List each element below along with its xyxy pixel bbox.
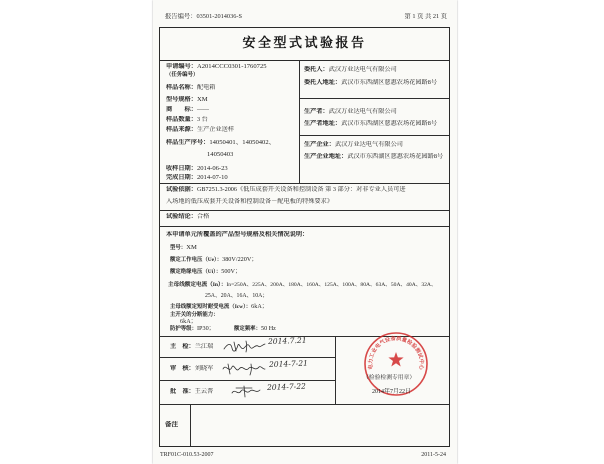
trademark-label: 商 标： bbox=[166, 106, 197, 113]
protection-label: 防护等级： bbox=[170, 326, 197, 332]
report-title: 安全型式试验报告 bbox=[242, 36, 367, 51]
completed-row bbox=[166, 174, 228, 182]
insulation-voltage-label: 额定绝缘电压（Ui）： bbox=[170, 269, 222, 275]
model-row bbox=[166, 96, 208, 104]
approver-signature bbox=[230, 384, 262, 400]
reviewer-row bbox=[170, 365, 213, 373]
divider-conclusion bbox=[159, 226, 449, 227]
test-basis-text: GB7251.3-2006《低压成套开关设备和控制设备 第 3 部分：对非专业人员可进 bbox=[196, 186, 406, 193]
inspector-date: 2014.7.21 bbox=[267, 335, 307, 346]
short-time-current: 6kA； bbox=[251, 303, 268, 310]
conclusion-value: 合格 bbox=[196, 213, 210, 220]
manufacturer-value: 武汉万业达电气有限公司 bbox=[334, 141, 403, 148]
description-model-row bbox=[170, 244, 197, 252]
conclusion-row bbox=[166, 213, 209, 221]
manufacturer-label: 生产企业： bbox=[304, 141, 335, 148]
test-basis-text-continued: 入场地的低压成套开关设备和控制设备－配电板的特殊要求》 bbox=[166, 198, 334, 205]
model-label: 型号规格： bbox=[166, 96, 197, 103]
busbar-current-continued: 25A、20A、16A、10A； bbox=[205, 293, 269, 299]
received-date: 2014-06-23 bbox=[196, 165, 228, 172]
serial-row bbox=[166, 139, 275, 147]
remarks-label: 备注 bbox=[165, 421, 178, 428]
received-label: 收样日期： bbox=[166, 165, 197, 172]
received-row bbox=[166, 165, 228, 173]
source-label: 样品来源： bbox=[166, 126, 197, 133]
quantity-value: 3 台 bbox=[196, 116, 208, 123]
client-address: 武汉市东西湖区慈惠农场花园路8号 bbox=[341, 79, 438, 86]
divider-info bbox=[159, 183, 449, 184]
busbar-current-row bbox=[168, 281, 437, 289]
page-info: 第 1 页 共 21 页 bbox=[404, 13, 447, 20]
sample-name: 配电箱 bbox=[196, 84, 216, 91]
rated-voltage: 380V/220V； bbox=[222, 256, 258, 263]
client-label: 委托人： bbox=[304, 66, 329, 73]
approver-date: 2014-7-22 bbox=[266, 381, 307, 392]
manufacturer-address-row bbox=[304, 153, 443, 161]
short-time-current-label: 主母线额定短时耐受电流（Icw）： bbox=[170, 304, 252, 310]
model-value: XM bbox=[196, 96, 208, 103]
client-address-row bbox=[304, 79, 437, 87]
breaking-capacity-label: 主开关的分断能力： bbox=[170, 312, 219, 318]
insulation-voltage: 500V； bbox=[221, 268, 242, 275]
producer-divider bbox=[299, 135, 449, 136]
busbar-current: In=250A、225A、200A、180A、160A、125A、100A、80A、63A、50A、40A、32A、 bbox=[226, 282, 437, 288]
remarks-divider bbox=[190, 404, 191, 446]
trademark-value: —— bbox=[196, 106, 210, 113]
divider-basis bbox=[159, 210, 449, 211]
reviewer-role: 审 核： bbox=[170, 365, 195, 372]
approver-row bbox=[170, 388, 213, 396]
frequency-row bbox=[234, 325, 276, 333]
producer-value: 武汉万业达电气有限公司 bbox=[328, 108, 397, 115]
inspector-signature bbox=[222, 339, 267, 355]
task-number-label: （任务编号） bbox=[166, 72, 199, 78]
reviewer-name: 刘晓军 bbox=[194, 365, 214, 372]
form-version-date: 2011-5-24 bbox=[421, 452, 446, 458]
application-number-row bbox=[166, 63, 267, 71]
info-column-divider bbox=[299, 60, 300, 183]
seal-date: 2014年7月22日 bbox=[372, 389, 412, 395]
title-box bbox=[159, 27, 450, 61]
client-divider bbox=[299, 98, 449, 99]
description-intro: 本申请单元所覆盖的产品型号规格及相关情况说明： bbox=[166, 231, 309, 238]
form-number: TRF01C-010.53-2007 bbox=[160, 452, 214, 458]
serial-value: 14050401、14050402、 bbox=[209, 139, 276, 146]
application-number: A2014CCC0301-1760725 bbox=[196, 63, 267, 70]
breaking-capacity: 6kA； bbox=[180, 318, 197, 325]
signature-row-divider bbox=[159, 380, 335, 381]
seal-purpose: （检验检测专用章） bbox=[363, 375, 416, 381]
test-basis-label: 试验依据： bbox=[166, 186, 197, 193]
trademark-row bbox=[166, 106, 209, 114]
manufacturer-address-label: 生产企业地址： bbox=[304, 153, 348, 160]
signature-column-divider bbox=[335, 336, 336, 404]
test-basis-row bbox=[166, 186, 406, 194]
approver-role: 批 准： bbox=[170, 388, 195, 395]
completed-label: 完成日期： bbox=[166, 174, 197, 181]
manufacturer-row bbox=[304, 141, 403, 149]
frequency-value: 50 Hz bbox=[260, 325, 276, 332]
reviewer-date: 2014-7-21 bbox=[268, 358, 309, 369]
divider-signatures bbox=[159, 404, 449, 405]
producer-address-label: 生产者地址： bbox=[304, 120, 342, 127]
inspector-name: 兰江瑞 bbox=[194, 343, 214, 350]
description-model: XM bbox=[186, 244, 197, 251]
short-time-current-row bbox=[170, 303, 268, 311]
seal-star-icon bbox=[388, 352, 403, 366]
completed-date: 2014-07-10 bbox=[196, 174, 228, 181]
reviewer-signature bbox=[221, 361, 267, 377]
insulation-voltage-row bbox=[170, 268, 241, 276]
application-number-label: 申请编号： bbox=[166, 63, 197, 70]
rated-voltage-row bbox=[170, 256, 258, 264]
signature-row-divider bbox=[159, 357, 335, 358]
serial-value-continued: 14050403 bbox=[207, 151, 234, 158]
frequency-label: 额定频率： bbox=[234, 326, 261, 332]
report-number: 报告编号：03501-2014036-S bbox=[165, 13, 242, 20]
protection-row bbox=[170, 325, 215, 333]
producer-label: 生产者： bbox=[304, 108, 329, 115]
client-row bbox=[304, 66, 397, 74]
client-address-label: 委托人地址： bbox=[304, 79, 342, 86]
seal-ring bbox=[365, 333, 427, 395]
rated-voltage-label: 额定工作电压（Ue）： bbox=[170, 257, 223, 263]
producer-row bbox=[304, 108, 397, 116]
serial-label: 样品生产序号： bbox=[166, 139, 210, 146]
source-row bbox=[166, 126, 234, 134]
busbar-current-label: 主母线额定电流（In）： bbox=[168, 282, 227, 288]
seal-arc-text: 电力工业电气设备质量检验测试中心 bbox=[367, 335, 425, 370]
inspector-row bbox=[170, 343, 213, 351]
manufacturer-address: 武汉市东西湖区慈惠农场花园路8号 bbox=[347, 153, 444, 160]
description-model-label: 型号： bbox=[170, 245, 187, 251]
producer-address-row bbox=[304, 120, 437, 128]
producer-address: 武汉市东西湖区慈惠农场花园路8号 bbox=[341, 120, 438, 127]
sample-name-label: 样品名称： bbox=[166, 84, 197, 91]
inspector-role: 主 检： bbox=[170, 343, 195, 350]
conclusion-label: 试验结论： bbox=[166, 213, 197, 220]
quantity-row bbox=[166, 116, 208, 124]
approver-name: 王云普 bbox=[194, 388, 214, 395]
quantity-label: 样品数量： bbox=[166, 116, 197, 123]
source-value: 生产企业送样 bbox=[196, 126, 235, 133]
sample-name-row bbox=[166, 84, 216, 92]
client-value: 武汉万业达电气有限公司 bbox=[328, 66, 397, 73]
protection-value: IP30； bbox=[196, 325, 215, 332]
